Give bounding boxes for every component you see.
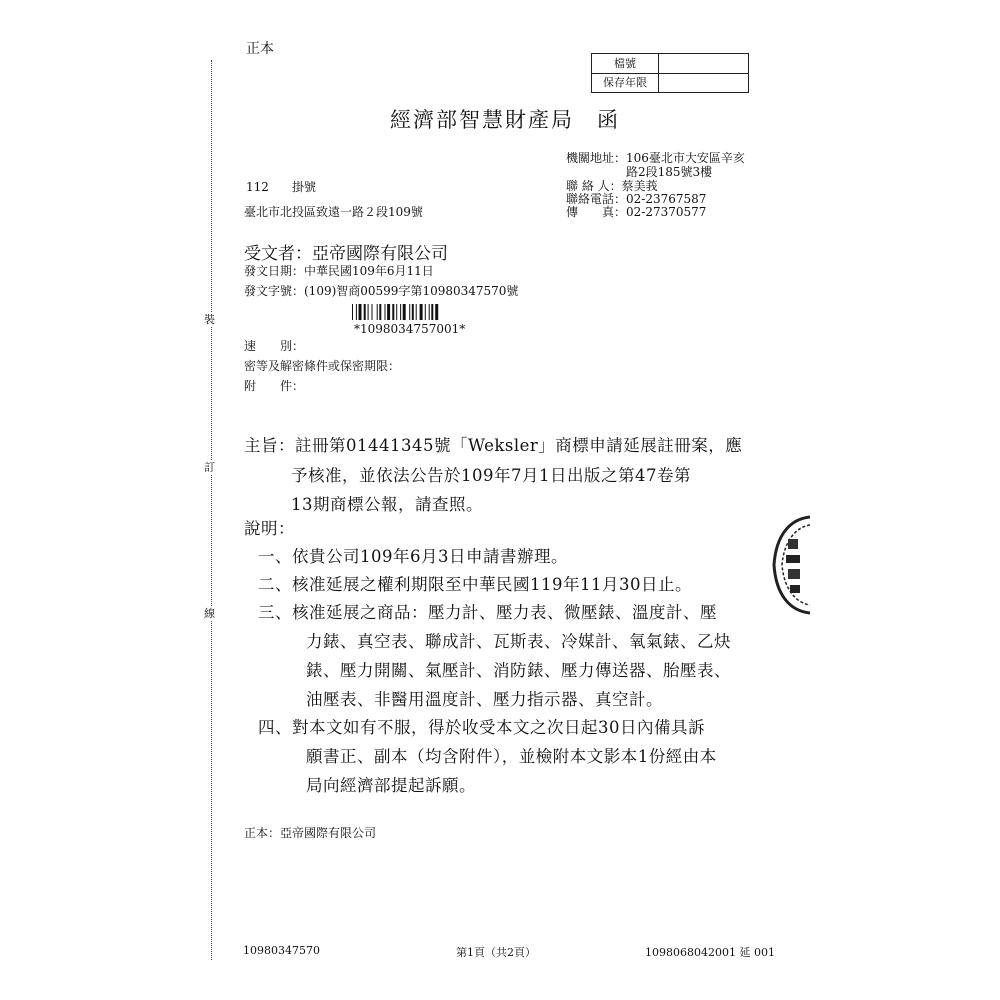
item-3-line-3: 錶、壓力開關、氣壓計、消防錶、壓力傳送器、胎壓表、 — [306, 661, 731, 680]
binding-dotted-line — [211, 60, 212, 960]
item-4-line-2: 願書正、副本（均含附件），並檢附本文影本1份經由本 — [306, 747, 717, 766]
speed-field: 速 別： — [244, 339, 305, 353]
document-title: 經濟部智慧財產局 函 — [390, 108, 620, 132]
barcode-text: *1098034757001* — [354, 322, 466, 336]
footer-document-number: 10980347570 — [243, 944, 320, 957]
secret-field: 密等及解密條件或保密期限： — [244, 359, 401, 373]
agency-contact: 聯 絡 人：蔡美莪 — [566, 179, 658, 193]
footer-page-number: 第1頁（共2頁） — [456, 946, 536, 959]
mail-type: 掛號 — [292, 180, 317, 194]
agency-address-line2: 路2段185號3樓 — [626, 165, 713, 179]
subject-line-3: 13期商標公報，請查照。 — [291, 495, 483, 514]
archive-box — [591, 53, 749, 93]
subject-line-2: 予核准，並依法公告於109年7月1日出版之第47卷第 — [291, 466, 691, 485]
attachment-field: 附 件： — [244, 379, 305, 393]
margin-mark-zhuang: 裝 — [204, 313, 215, 326]
barcode — [352, 304, 464, 320]
subject-line-1: 主旨：註冊第01441345號「Weksler」商標申請延展註冊案，應 — [244, 436, 743, 455]
archive-label-retention: 保存年限 — [592, 73, 659, 92]
agency-phone: 聯絡電話：02-23767587 — [566, 192, 707, 206]
item-3-line-4: 油壓表、非醫用溫度計、壓力指示器、真空計。 — [306, 690, 663, 709]
margin-mark-xian: 線 — [204, 607, 215, 620]
archive-label-file-no: 檔號 — [592, 54, 659, 73]
explanation-label: 說明： — [244, 519, 295, 538]
agency-address: 機關地址：106臺北市大安區辛亥 — [566, 151, 745, 165]
item-3-line-2: 力錶、真空表、聯成計、瓦斯表、冷媒計、氧氣錶、乙炔 — [306, 632, 731, 651]
item-4-line-1: 四、對本文如有不服，得於收受本文之次日起30日內備具訴 — [258, 718, 705, 737]
footer-reference-number: 1098068042001 延 001 — [645, 946, 775, 959]
agency-fax: 傳 真：02-27370577 — [566, 205, 707, 219]
item-1: 一、依貴公司109年6月3日申請書辦理。 — [258, 547, 568, 566]
recipient-zip: 112 — [246, 180, 269, 194]
margin-mark-ding: 訂 — [204, 461, 215, 474]
seal-stamp — [770, 515, 810, 615]
item-3-line-1: 三、核准延展之商品：壓力計、壓力表、微壓錶、溫度計、壓 — [258, 603, 717, 622]
issue-date: 發文日期：中華民國109年6月11日 — [244, 264, 434, 278]
copy-type-label: 正本 — [246, 41, 274, 57]
copy-to: 正本：亞帝國際有限公司 — [244, 826, 377, 840]
receiver: 受文者：亞帝國際有限公司 — [244, 244, 448, 264]
issue-number: 發文字號：(109)智商00599字第10980347570號 — [244, 284, 519, 298]
item-2: 二、核准延展之權利期限至中華民國119年11月30日止。 — [258, 575, 692, 594]
item-4-line-3: 局向經濟部提起訴願。 — [306, 776, 476, 795]
recipient-address: 臺北市北投區致遠一路２段109號 — [244, 205, 423, 219]
